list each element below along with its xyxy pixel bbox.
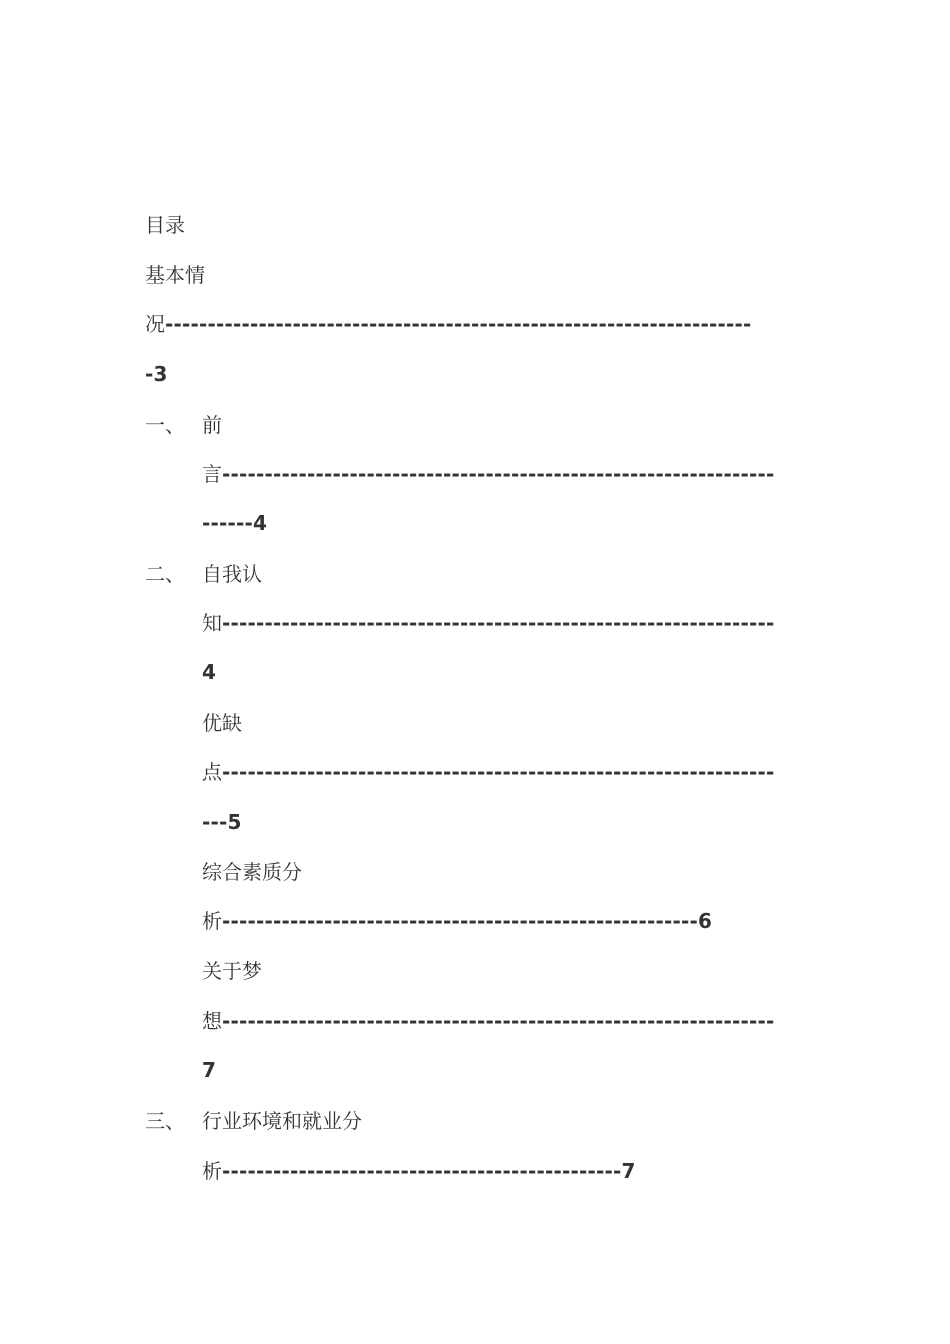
toc-sub1-line1: 优缺 [202,711,242,735]
toc-sub2-char: 析 [202,909,222,933]
toc-sub1-char: 点 [202,760,222,784]
toc-section1-page: ------4 [202,511,268,535]
toc-basic-line2 [145,312,752,336]
toc-section2-line1: 自我认 [202,562,262,586]
toc-sub3-line1: 关于梦 [202,959,262,983]
toc-sub1-page: ---5 [202,810,242,834]
toc-sub2-line2 [202,909,712,933]
toc-section3-number: 三、 [145,1109,185,1133]
toc-section2-dashes: ----------------------------------------------------------------- [222,611,775,635]
toc-section1-char: 言 [202,462,222,486]
toc-title: 目录 [145,213,185,237]
toc-sub2-line1: 综合素质分 [202,860,302,884]
toc-sub1-line2 [202,760,775,784]
toc-sub2-dashes: --------------------------------------------------------6 [222,909,713,933]
toc-section2-char: 知 [202,611,222,635]
toc-section3-line2 [202,1159,636,1183]
toc-section2-number: 二、 [145,562,185,586]
toc-sub1-dashes: ----------------------------------------------------------------- [222,760,775,784]
toc-section1-dashes: ----------------------------------------------------------------- [222,462,775,486]
toc-section3-dashes: -----------------------------------------------7 [222,1159,636,1183]
toc-basic-line1: 基本情 [145,263,205,287]
toc-section1-line2 [202,462,775,486]
toc-section3-line1: 行业环境和就业分 [202,1109,362,1133]
toc-sub3-page: 7 [202,1058,217,1082]
toc-basic-dashes: --------------------------------------------------------------------- [165,312,752,336]
toc-section2-line2 [202,611,775,635]
toc-section1-number: 一、 [145,413,185,437]
toc-basic-char: 况 [145,312,165,336]
toc-sub3-char: 想 [202,1009,222,1033]
toc-basic-page: -3 [145,362,168,386]
toc-sub3-dashes: ----------------------------------------------------------------- [222,1009,775,1033]
toc-section3-char: 析 [202,1159,222,1183]
toc-sub3-line2 [202,1009,775,1033]
toc-section2-page: 4 [202,660,217,684]
toc-section1-line1: 前 [202,413,222,437]
